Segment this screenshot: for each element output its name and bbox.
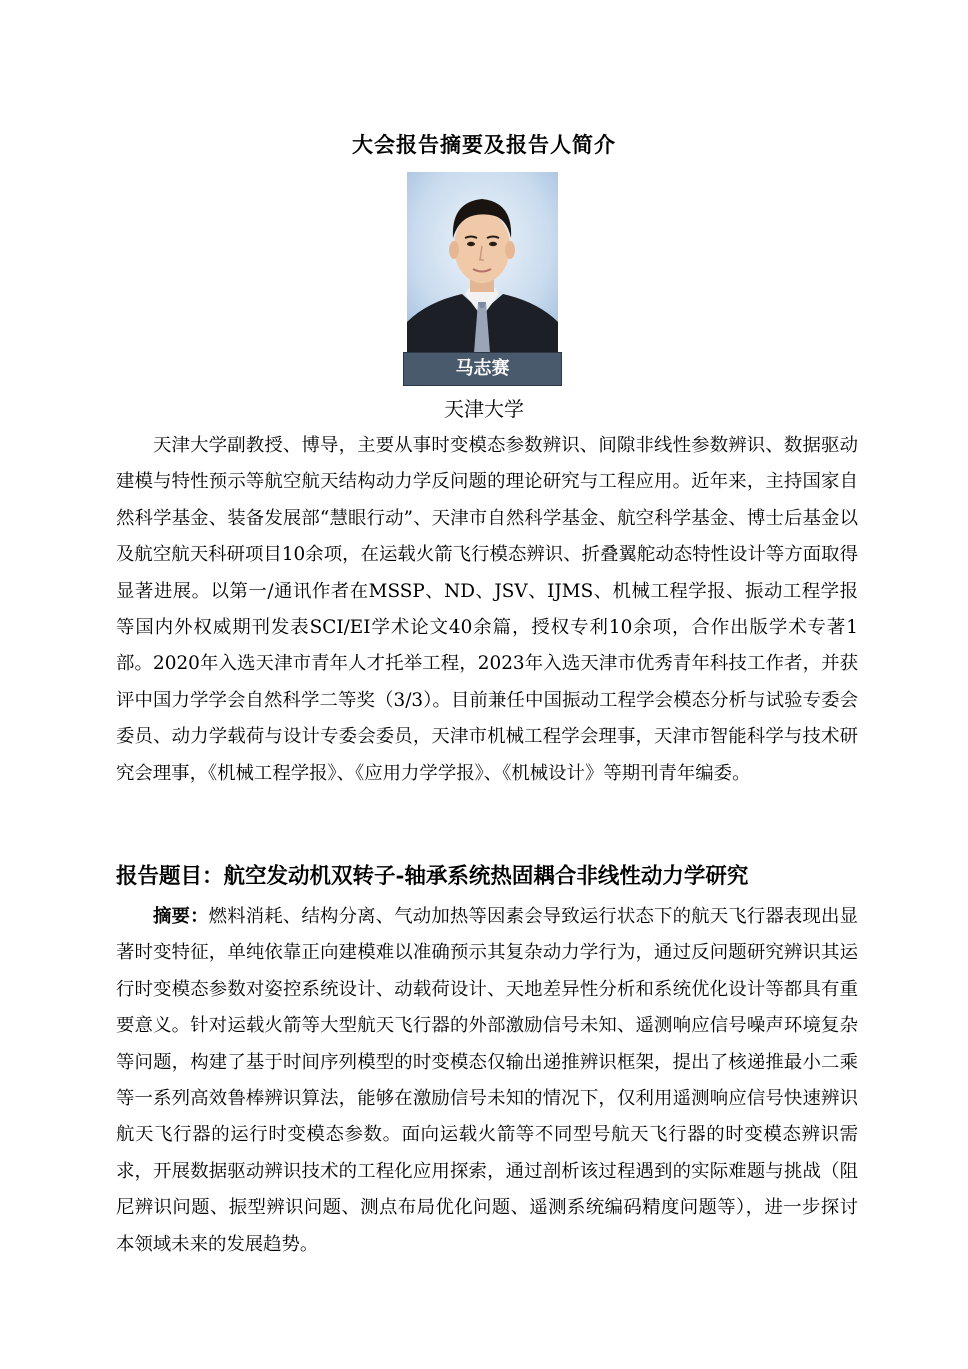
- abstract-text: 燃料消耗、结构分离、气动加热等因素会导致运行状态下的航天飞行器表现出显著时变特征，单纯依靠正向建模难以准确预示其复杂动力学行为，通过反问题研究辨识其运行时变模态参数对姿控系统设计、动载荷设计、天地差异性分析和系统优化设计等都具有重要意义。针对运载火箭等大型航天飞行器的外部激励信号未知、遥测响应信号噪声环境复杂等问题，构建了基于时间序列模型的时变模态仅输出递推辨识框架，提出了核递推最小二乘等一系列高效鲁棒辨识算法，能够在激励信号未知的情况下，仅利用遥测响应信号快速辨识航天飞行器的运行时变模态参数。面向运载火箭等不同型号航天飞行器的时变模态辨识需求，开展数据驱动辨识技术的工程化应用探索，通过剖析该过程遇到的实际难题与挑战（阻尼辨识问题、振型辨识问题、测点布局优化问题、遥测系统编码精度问题等），进一步探讨本领域未来的发展趋势。: [116, 906, 858, 1255]
- speaker-photo: [407, 172, 558, 353]
- report-abstract: [116, 899, 858, 1263]
- page-title: 大会报告摘要及报告人简介: [352, 132, 616, 157]
- abstract-label: 摘要：: [153, 906, 209, 927]
- report-title: 报告题目：航空发动机双转子-轴承系统热固耦合非线性动力学研究: [116, 864, 749, 889]
- speaker-bio: 天津大学副教授、博导，主要从事时变模态参数辨识、间隙非线性参数辨识、数据驱动建模与特性预示等航空航天结构动力学反问题的理论研究与工程应用。近年来，主持国家自然科学基金、装备发展部“慧眼行动”、天津市自然科学基金、航空科学基金、博士后基金以及航空航天科研项目10余项，在运载火箭飞行模态辨识、折叠翼舵动态特性设计等方面取得显著进展。以第一/通讯作者在MSSP、ND、JSV、IJMS、机械工程学报、振动工程学报等国内外权威期刊发表SCI/EI学术论文40余篇，授权专利10余项，合作出版学术专著1部。2020年入选天津市青年人才托举工程，2023年入选天津市优秀青年科技工作者，并获评中国力学学会自然科学二等奖（3/3）。目前兼任中国振动工程学会模态分析与试验专委会委员、动力学载荷与设计专委会委员，天津市机械工程学会理事，天津市智能科学与技术研究会理事，《机械工程学报》、《应用力学学报》、《机械设计》等期刊青年编委。: [116, 435, 858, 784]
- speaker-name: 马志赛: [403, 352, 562, 386]
- speaker-affiliation: 天津大学: [444, 397, 524, 421]
